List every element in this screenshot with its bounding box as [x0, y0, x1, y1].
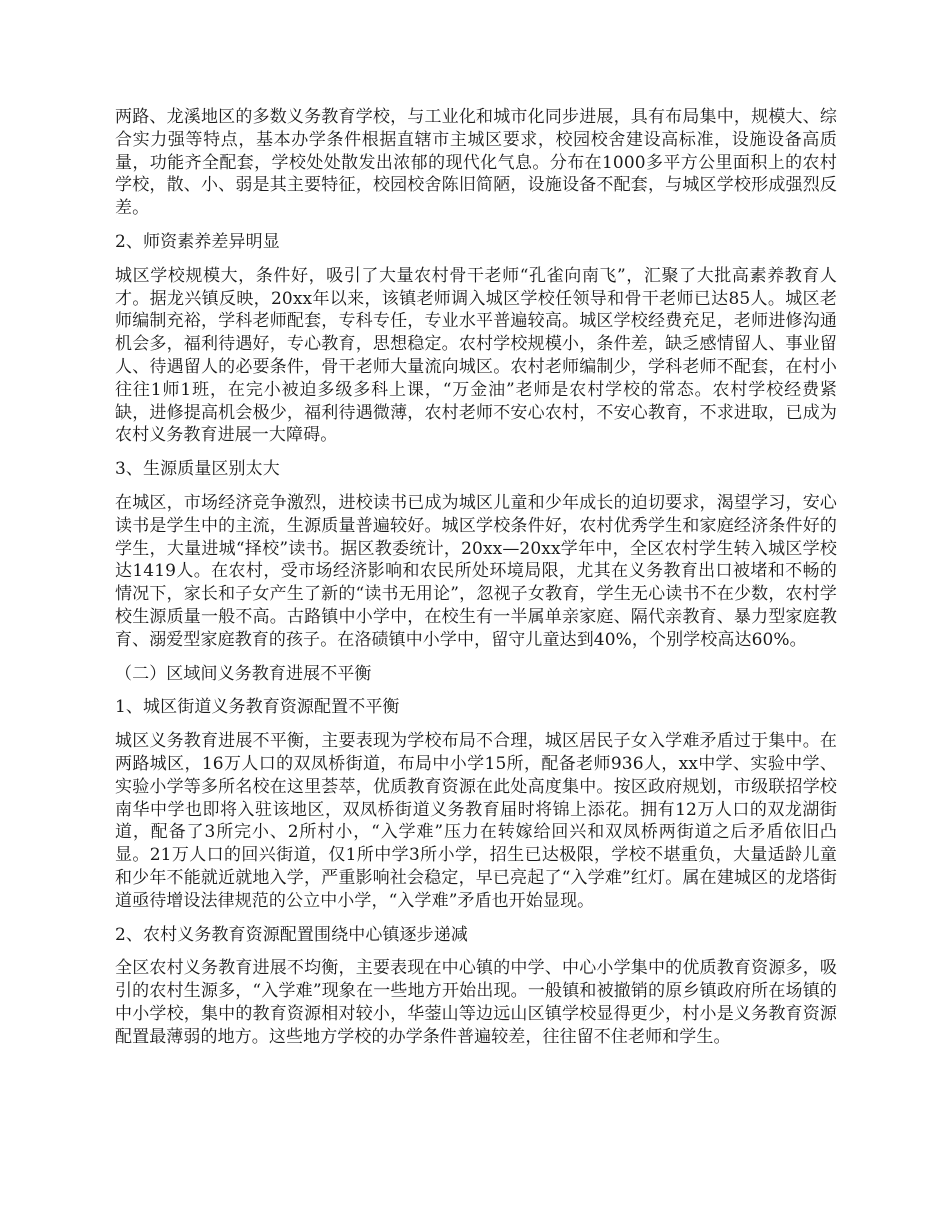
heading-urban-street-imbalance: 1、城区街道义务教育资源配置不平衡: [115, 697, 400, 718]
heading-regional-imbalance: （二）区域间义务教育进展不平衡: [115, 663, 372, 684]
document-page: [115, 106, 837, 1059]
paragraph-school-conditions: 两路、龙溪地区的多数义务教育学校，与工业化和城市化同步进展，具有布局集中，规模大、综合实力强等特点，基本办学条件根据直辖市主城区要求，校园校舍建设高标准，设施设备高质量，功能齐全配套，学校处处散发出浓郁的现代化气息。分布在1000多平方公里面积上的农村学校，散、小、弱是其主要特征，校园校舍陈旧简陋，设施设备不配套，与城区学校形成强烈反差。: [115, 107, 837, 219]
heading-rural-resource-decline: 2、农村义务教育资源配置围绕中心镇逐步递减: [115, 924, 468, 945]
paragraph-student-quality: 在城区，市场经济竞争激烈，进校读书已成为城区儿童和少年成长的迫切要求，渴望学习，安心读书是学生中的主流，生源质量普遍较好。城区学校条件好，农村优秀学生和家庭经济条件好的学生，大量进城“择校”读书。据区教委统计，20xx—20xx学年中，全区农村学生转入城区学校达1419人。在农村，受市场经济影响和农民所处环境局限，尤其在义务教育出口被堵和不畅的情况下，家长和子女产生了新的“读书无用论”，忽视子女教育，学生无心读书不在少数，农村学校生源质量一般不高。古路镇中小学中，在校生有一半属单亲家庭、隔代亲教育、暴力型家庭教育、溺爱型家庭教育的孩子。在洛碛镇中小学中，留守儿童达到40%，个别学校高达60%。: [115, 492, 837, 650]
paragraph-urban-street-imbalance: 城区义务教育进展不平衡，主要表现为学校布局不合理，城区居民子女入学难矛盾过于集中。在两路城区，16万人口的双凤桥街道，布局中小学15所，配备老师936人，xx中学、实验中学、实验小学等多所名校在这里荟萃，优质教育资源在此处高度集中。按区政府规划，市级联招学校南华中学也即将入驻该地区，双凤桥街道义务教育届时将锦上添花。拥有12万人口的双龙湖街道，配备了3所完小、2所村小，“入学难”压力在转嫁给回兴和双凤桥两街道之后矛盾依旧凸显。21万人口的回兴街道，仅1所中学3所小学，招生已达极限，学校不堪重负，大量适龄儿童和少年不能就近就地入学，严重影响社会稳定，早已亮起了“入学难”红灯。属在建城区的龙塔街道亟待增设法律规范的公立中小学，“入学难”矛盾也开始显现。: [115, 731, 837, 911]
heading-student-quality-gap: 3、生源质量区别太大: [115, 459, 280, 480]
paragraph-teacher-quality: 城区学校规模大，条件好，吸引了大量农村骨干老师“孔雀向南飞”，汇聚了大批高素养教育人才。据龙兴镇反映，20xx年以来，该镇老师调入城区学校任领导和骨干老师已达85人。城区老师编制充裕，学科老师配套，专科专任，专业水平普遍较高。城区学校经费充足，老师进修沟通机会多，福利待遇好，专心教育，思想稳定。农村学校规模小，条件差，缺乏感情留人、事业留人、待遇留人的必要条件，骨干老师大量流向城区。农村老师编制少，学科老师不配套，在村小往往1师1班，在完小被迫多级多科上课，“万金油”老师是农村学校的常态。农村学校经费紧缺，进修提高机会极少，福利待遇微薄，农村老师不安心农村，不安心教育，不求进取，已成为农村义务教育进展一大障碍。: [115, 265, 837, 446]
paragraph-rural-resource-decline: 全区农村义务教育进展不均衡，主要表现在中心镇的中学、中心小学集中的优质教育资源多，吸引的农村生源多，“入学难”现象在一些地方开始出现。一般镇和被撤销的原乡镇政府所在场镇的中小学校，集中的教育资源相对较小，华蓥山等边远山区镇学校显得更少，村小是义务教育资源配置最薄弱的地方。这些地方学校的办学条件普遍较差，往往留不住老师和学生。: [115, 958, 837, 1047]
heading-teacher-quality-gap: 2、师资素养差异明显: [115, 231, 280, 252]
